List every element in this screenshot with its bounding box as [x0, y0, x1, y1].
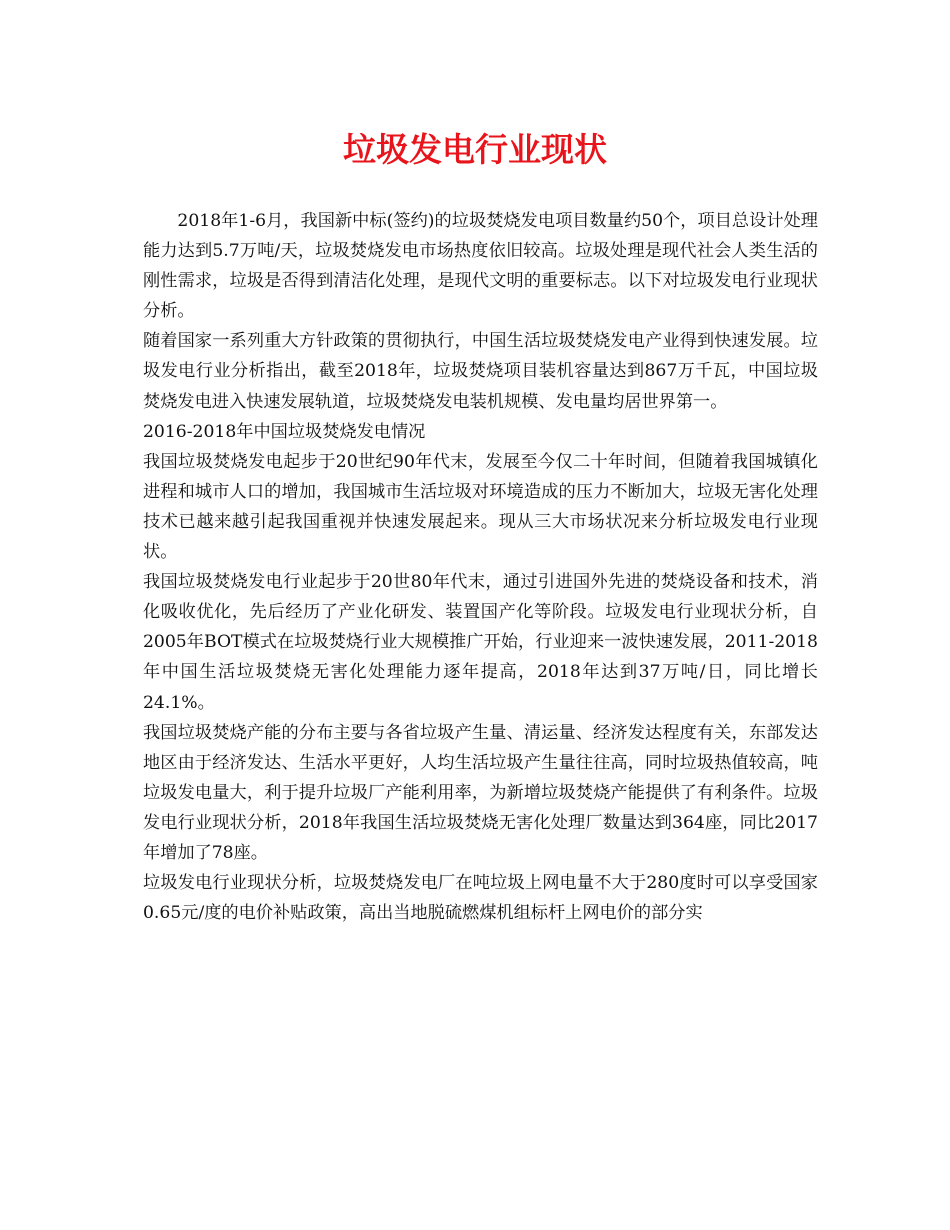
document-title: 垃圾发电行业现状	[343, 130, 607, 169]
paragraph-history: 我国垃圾焚烧发电起步于20世纪90年代末，发展至今仅二十年时间，但随着我国城镇化进程和城市人口的增加，我国城市生活垃圾对环境造成的压力不断加大，垃圾无害化处理技术已越来越引起我国重视并快速发展起来。现从三大市场状况来分析垃圾发电行业现状。	[143, 451, 818, 563]
paragraph-subsidy: 垃圾发电行业现状分析，垃圾焚烧发电厂在吨垃圾上网电量不大于280度时可以享受国家0.65元/度的电价补贴政策，高出当地脱硫燃煤机组标杆上网电价的部分实	[143, 873, 818, 924]
paragraph-policy: 随着国家一系列重大方针政策的贯彻执行，中国生活垃圾焚烧发电产业得到快速发展。垃圾发电行业分析指出，截至2018年，垃圾焚烧项目装机容量达到867万千瓦，中国垃圾焚烧发电进入快速发展轨道，垃圾焚烧发电装机规模、发电量均居世界第一。	[143, 331, 818, 412]
paragraph-intro: 2018年1-6月，我国新中标(签约)的垃圾焚烧发电项目数量约50个，项目总设计处理能力达到5.7万吨/天，垃圾焚烧发电市场热度依旧较高。垃圾处理是现代社会人类生活的刚性需求，垃圾是否得到清洁化处理，是现代文明的重要标志。以下对垃圾发电行业现状分析。	[143, 211, 818, 322]
paragraph-figure-caption: 2016-2018年中国垃圾焚烧发电情况	[143, 421, 426, 442]
paragraph-development: 我国垃圾焚烧发电行业起步于20世80年代末，通过引进国外先进的焚烧设备和技术，消化吸收优化，先后经历了产业化研发、装置国产化等阶段。垃圾发电行业现状分析，自2005年BOT模式在垃圾焚烧行业大规模推广开始，行业迎来一波快速发展，2011-2018年中国生活垃圾焚烧无害化处理能力逐年提高，2018年达到37万吨/日，同比增长24.1%。	[143, 572, 818, 713]
document-body	[143, 206, 818, 928]
paragraph-distribution: 我国垃圾焚烧产能的分布主要与各省垃圾产生量、清运量、经济发达程度有关，东部发达地区由于经济发达、生活水平更好，人均生活垃圾产生量往往高，同时垃圾热值较高，吨垃圾发电量大，利于提升垃圾厂产能利用率，为新增垃圾焚烧产能提供了有利条件。垃圾发电行业现状分析，2018年我国生活垃圾焚烧无害化处理厂数量达到364座，同比2017年增加了78座。	[143, 722, 818, 863]
